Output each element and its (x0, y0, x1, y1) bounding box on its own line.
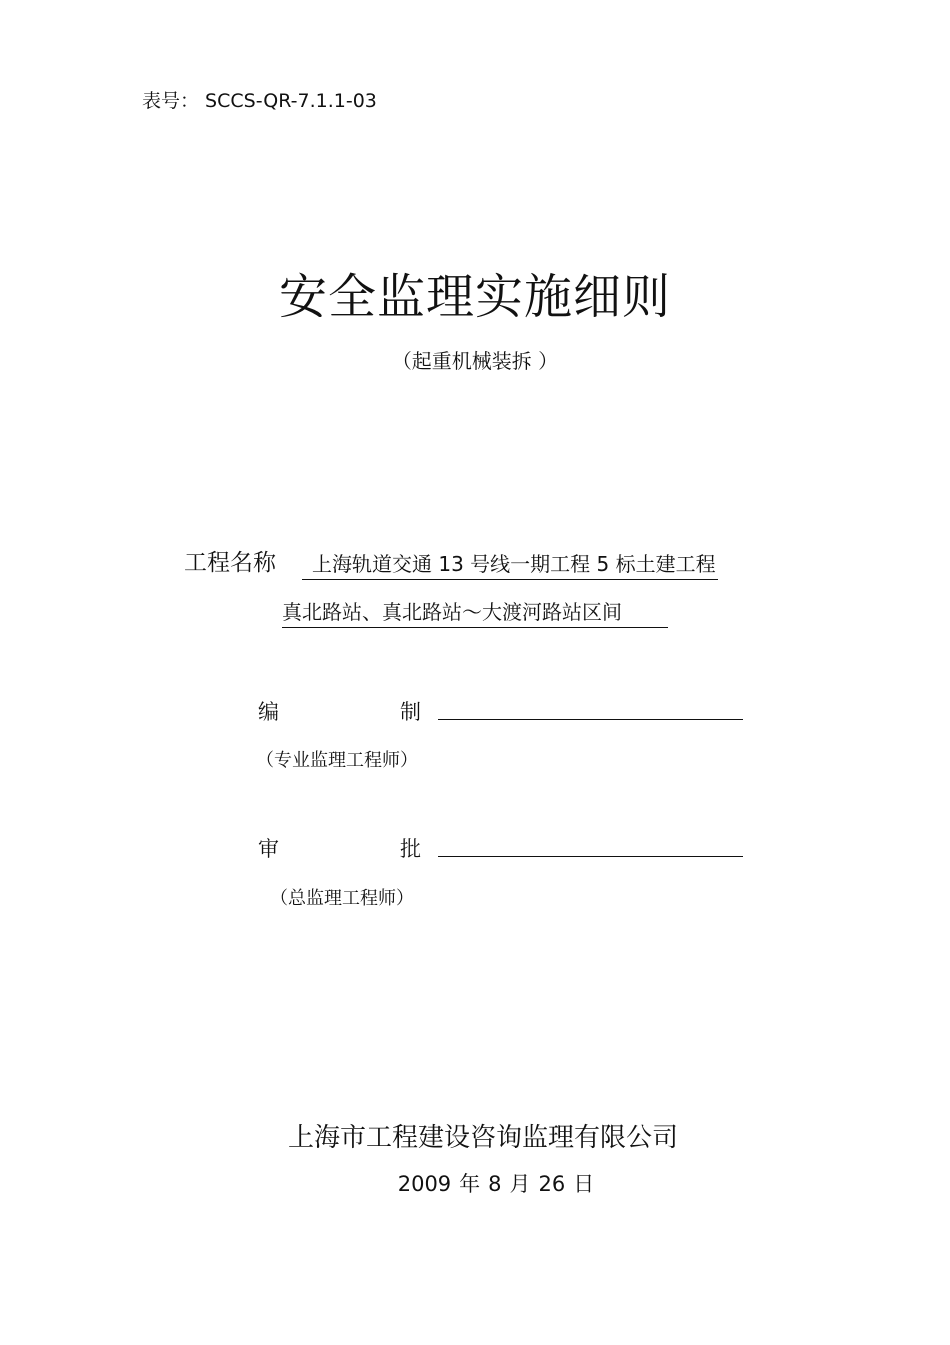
company-name: 上海市工程建设咨询监理有限公司 (287, 1123, 678, 1153)
document-subtitle: （起重机械装拆 ） (391, 349, 559, 373)
document-date (0, 1168, 950, 1198)
form-number: 表号： SCCS-QR-7.1.1-03 (142, 90, 377, 112)
approve-label-char2: 批 (400, 837, 421, 861)
date-month: 8 (488, 1172, 502, 1196)
date-year: 2009 (397, 1172, 452, 1196)
compile-role-note: （专业监理工程师） (256, 750, 418, 771)
project-name-label: 工程名称 (184, 550, 276, 576)
date-year-unit: 年 (459, 1172, 481, 1196)
date-day: 26 (538, 1172, 566, 1196)
approve-label-char1: 审 (258, 837, 279, 861)
project-name-line1: 上海轨道交通 13 号线一期工程 5 标土建工程 (302, 548, 718, 580)
approve-signature-line (438, 856, 743, 857)
date-day-unit: 日 (573, 1172, 595, 1196)
approve-role-note: （总监理工程师） (270, 888, 414, 909)
date-month-unit: 月 (509, 1172, 531, 1196)
project-name-line2: 真北路站、真北路站～大渡河路站区间 (282, 596, 668, 628)
compile-label-char1: 编 (258, 700, 279, 724)
document-title: 安全监理实施细则 (278, 269, 671, 325)
compile-label-char2: 制 (400, 700, 421, 724)
compile-signature-line (438, 719, 743, 720)
